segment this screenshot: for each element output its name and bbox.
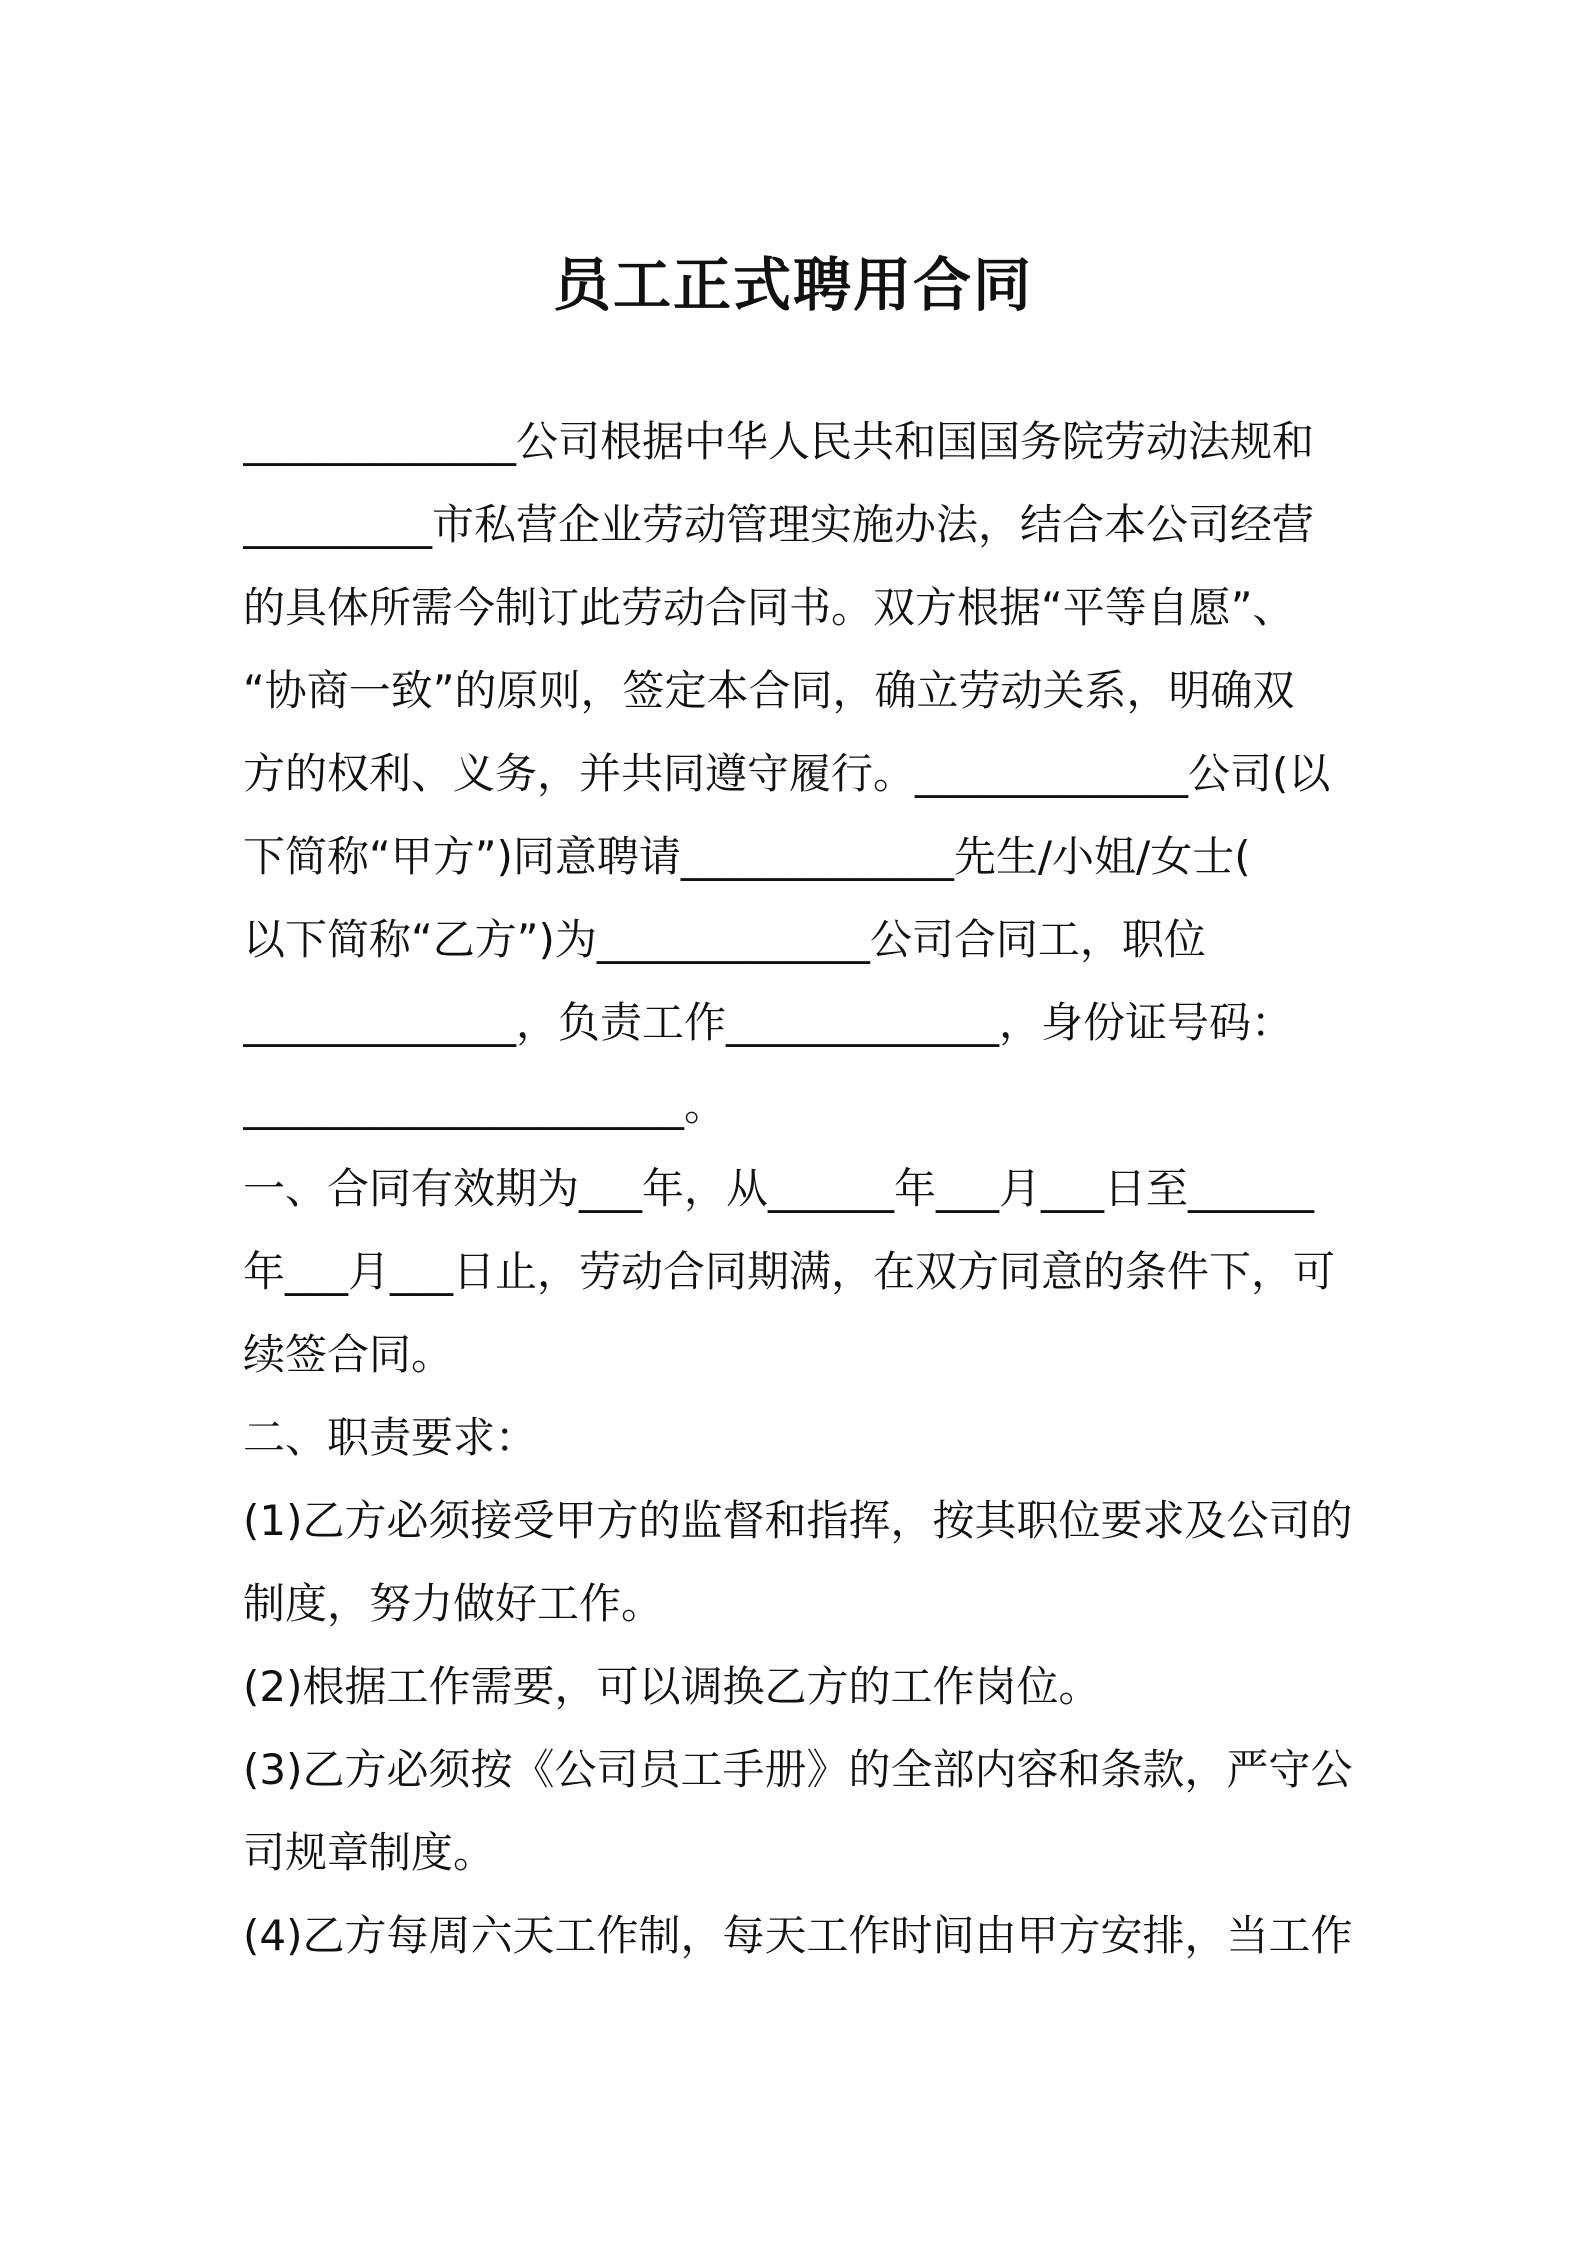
- paragraph-line-5: 方的权利、义务，并共同遵守履行。_____________公司(以: [243, 749, 1331, 798]
- item-1-line-2: 制度，努力做好工作。: [243, 1579, 664, 1628]
- paragraph-line-1: _____________公司根据中华人民共和国国务院劳动法规和: [243, 417, 1315, 466]
- paragraph-line-6: 下简称“甲方”)同意聘请_____________先生/小姐/女士(: [243, 832, 1251, 881]
- item-4-line-1: (4)乙方每周六天工作制，每天工作时间由甲方安排，当工作: [243, 1911, 1353, 1960]
- item-2-line-1: (2)根据工作需要，可以调换乙方的工作岗位。: [243, 1662, 1101, 1711]
- clause-1-line-3: 续签合同。: [243, 1330, 454, 1379]
- paragraph-line-3: 的具体所需今制订此劳动合同书。双方根据“平等自愿”、: [243, 583, 1295, 632]
- paragraph-line-8: _____________，负责工作_____________，身份证号码：: [243, 998, 1294, 1047]
- paragraph-line-2: _________市私营企业劳动管理实施办法，结合本公司经营: [243, 500, 1315, 549]
- item-1-line-1: (1)乙方必须接受甲方的监督和指挥，按其职位要求及公司的: [243, 1496, 1353, 1545]
- item-3-line-2: 司规章制度。: [243, 1828, 496, 1877]
- document-title: 员工正式聘用合同: [552, 251, 1033, 319]
- clause-2-heading: 二、职责要求：: [243, 1413, 538, 1462]
- clause-1-line-1: 一、合同有效期为___年，从______年___月___日至______: [243, 1164, 1315, 1213]
- clause-1-line-2: 年___月___日止，劳动合同期满，在双方同意的条件下，可: [243, 1247, 1336, 1296]
- item-3-line-1: (3)乙方必须按《公司员工手册》的全部内容和条款，严守公: [243, 1745, 1353, 1794]
- paragraph-line-4: “协商一致”的原则，签定本合同，确立劳动关系，明确双: [243, 666, 1295, 715]
- document-body: [243, 400, 1353, 1977]
- paragraph-line-9: _____________________。: [243, 1081, 727, 1130]
- paragraph-line-7: 以下简称“乙方”)为_____________公司合同工，职位: [243, 915, 1206, 964]
